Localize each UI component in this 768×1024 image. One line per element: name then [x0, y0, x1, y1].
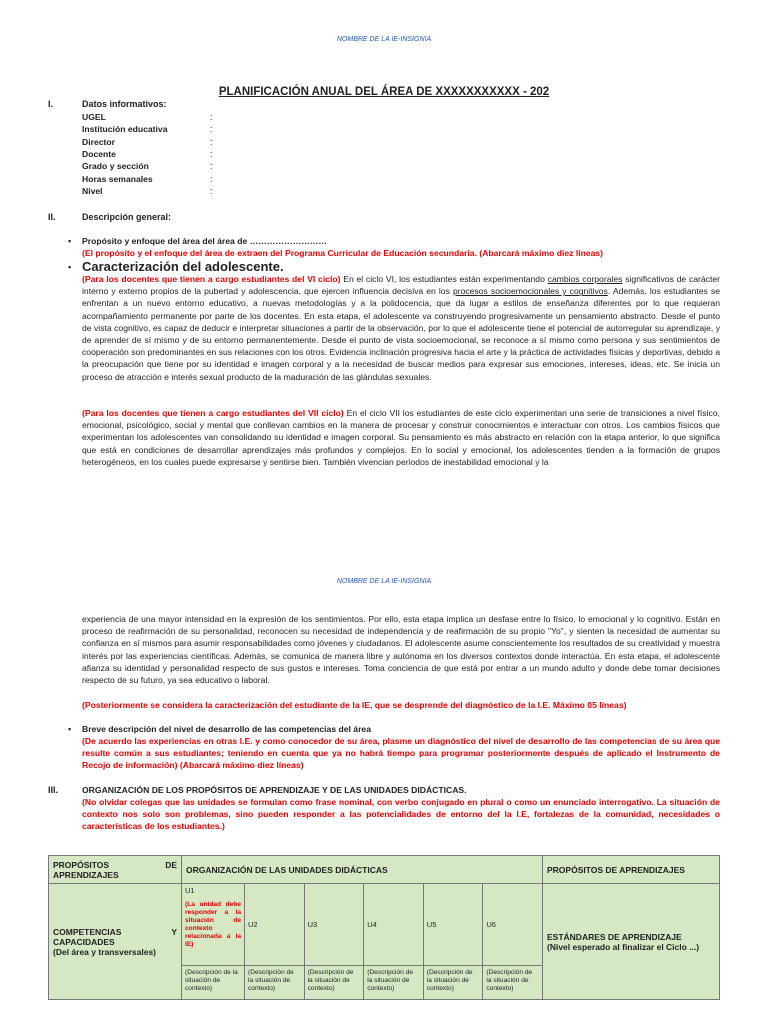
info-field-colon: :: [210, 148, 213, 159]
paragraph-ciclo-vii-continued: experiencia de una mayor intensidad en la expresión de los sentimientos. Por ello, esta etapa implica un desfase entre lo físico, lo emocional y lo cognitivo. Están en proceso de reafirmación de su personalidad, reconocen su necesidad de independencia y de reafirmación de su propio "Yo", y sienten la necesidad de aumentar su confianza en sí mismos para asumir responsabilidades como jóvenes y ciudadanos. El adolescente asume conscientemente los resultados de su creatividad y muestra interés por las experiencias científicas. Además, se comunica de manera libre y autónoma en los diversos contextos donde interactúa. En esta etapa, el adolescente afianza su identidad y personalidad respecto de sus gustos e intereses. Toma conciencia de que está por entrar a un mundo adulto y donde debe tomar decisiones respecto de su futuro, ya sea educativo o laboral.: [82, 614, 720, 686]
text: CAPACIDADES: [53, 936, 115, 947]
ciclo-vii-label: (Para los docentes que tienen a cargo estudiantes del VII ciclo): [82, 408, 344, 418]
cell-u5: U5: [423, 884, 483, 966]
text: PROPÓSITOS: [53, 859, 110, 870]
unit-note: (La unidad debe responder a la situación de contexto relacionada a la IE): [185, 901, 241, 948]
section1-heading: Datos informativos:: [82, 99, 167, 109]
bullet-competencias: Breve descripción del nivel de desarrollo de las competencias del área: [82, 724, 371, 734]
info-field-label: UGEL: [82, 112, 106, 122]
desc-u6: (Descripción de la situación de contexto): [483, 966, 543, 1000]
info-field-label: Institución educativa: [82, 124, 168, 135]
text: DE: [165, 859, 177, 870]
bullet-proposito-note: (El propósito y el enfoque del área de extraen del Programa Curricular de Educación secundaria. (Abarcará máximo diez líneas): [82, 248, 604, 258]
bullet-competencias-note: (De acuerdo las experiencias en otras I.E. y como conocedor de su área, plasme un diagnóstico del nivel de desarrollo de las competencias de su área que resulte común a sus estudiantes; teniendo en cuenta que ya no habrá tiempo para programar posteriormente después de aplicado el Instrumento de Recojo de información) (Abarcará máximo diez líneas): [82, 736, 720, 771]
section3-heading: ORGANIZACIÓN DE LOS PROPÓSITOS DE APRENDIZAJE Y DE LAS UNIDADES DIDÁCTICAS.: [82, 785, 467, 795]
info-field-colon: :: [210, 136, 213, 147]
info-field-label: Nivel: [82, 185, 103, 196]
cell-u1: [182, 884, 245, 966]
text-underlined: procesos socioemocionales y cognitivos: [452, 286, 608, 297]
text: significativos de carácter interno y externo propios de la pubertad y adolescencia, que ejercen influencia decisiva en los: [82, 274, 720, 297]
desc-u1: (Descripción de la situación de contexto): [182, 966, 245, 1000]
info-field-label: Director: [82, 136, 115, 147]
text: ORGANIZACIÓN DE LAS UNIDADES DIDÁCTICAS: [186, 864, 388, 875]
section2-heading: Descripción general:: [82, 212, 172, 222]
bullet-icon: ▪: [68, 236, 72, 246]
text: (Del área y transversales): [53, 946, 157, 957]
cell-u3: U3: [304, 884, 364, 966]
desc-u3: (Descripción de la situación de contexto): [304, 966, 364, 1000]
info-field-label: Horas semanales: [82, 173, 153, 184]
section3-note: (No olvidar colegas que las unidades se formulan como frase nominal, con verbo conjugado en plural o como un enunciado interrogativo. La situación de contexto nos solo son problemas, sino pueden responder a las potencialidades de entorno del la I.E, fortalezas de la comunidad, necesidades o características de los estudiantes.): [82, 797, 720, 832]
text: PROPÓSITOS DE APRENDIZAJES: [547, 864, 685, 875]
page-title: PLANIFICACIÓN ANUAL DEL ÁREA DE XXXXXXXXXXX - 202: [218, 86, 550, 98]
header-organizacion: [182, 856, 543, 884]
cell-u4: U4: [364, 884, 424, 966]
section2-number: II.: [48, 212, 56, 222]
ciclo-vi-label: (Para los docentes que tienen a cargo estudiantes del VI ciclo): [82, 274, 341, 284]
header-propositos: [49, 856, 182, 884]
info-field-colon: :: [210, 112, 213, 122]
cell-competencias: [49, 884, 182, 1000]
text: En el ciclo VII los estudiantes de este ciclo experimentan una serie de transiciones a nivel físico, emocional, psicológico, social y mental que conllevan cambios en la manera de procesar y construir conocimientos e interactuar con otros. Los cambios físicos que experimentan los adolescentes van consolidando su identidad e imagen corporal. Su pensamiento es más abstracto en relación con la etapa anterior, lo que significa que está en condiciones de desarrollar aprendizajes más profundos y complejos. En lo social y emocional, los adolescentes tienden a la formación de grupos heterogéneos, en los cuales puede expresarse y sentirse bien. También vivencian periodos de inestabilidad emocional y la: [82, 408, 720, 467]
section3-number: III.: [48, 785, 59, 795]
bullet-icon: ▪: [68, 262, 72, 272]
info-field-label: Grado y sección: [82, 161, 149, 172]
info-field-colon: :: [210, 173, 213, 184]
text: . Además, los estudiantes se enfrentan a un nuevo entorno educativo, a nuevas metodologías y a la polidocencia, que da lugar a estilos de enseñanza diferentes por lo que requieran acompañamiento permanente por parte de los docentes. En esta etapa, el adolescente va construyendo progresivamente un pensamiento abstracto. Desde el punto de vista cognitivo, es capaz de deducir e interpretar situaciones a partir de la observación, por lo que el adolescente tiene el potencial de autorregular su aprendizaje, y de aprender de sí mismo y de su entorno permanentemente. Desde el punto de vista socioemocional, se reconoce a sí mismo como persona y sus sentimientos de cooperación son predominantes en sus relaciones con los otros. Evidencia inclinación progresiva hacia el arte y la práctica de actividades físicas y deportivas, debido a la preocupación que tiene por su identidad e imagen corporal y a la necesidad de buscar medios para expresar sus emociones, intereses, ideas, etc. Se inicia un proceso de atracción e interés sexual producto de la maduración de las glándulas sexuales.: [82, 286, 720, 382]
header-insignia-2: NOMBRE DE LA IE-INSIGNIA: [336, 578, 432, 585]
info-field-colon: :: [210, 161, 213, 172]
paragraph-ciclo-vi: [82, 273, 720, 383]
note-caracterizacion-ie: (Posteriormente se considera la caracterización del estudiante de la IE, que se desprende del diagnóstico de la I.E. Máximo 05 líneas): [82, 700, 627, 710]
unit-label: U1: [185, 886, 195, 895]
planning-table: [48, 855, 720, 1000]
info-field-colon: :: [210, 124, 213, 135]
cell-estandares: [543, 884, 720, 1000]
bullet-icon: ▪: [68, 724, 72, 734]
info-field-label: Docente: [82, 148, 116, 159]
paragraph-ciclo-vii: [82, 407, 720, 468]
text-underlined: cambios corporales: [547, 274, 623, 284]
text: Y: [171, 926, 177, 937]
desc-u5: (Descripción de la situación de contexto): [423, 966, 483, 1000]
text: COMPETENCIAS: [53, 926, 122, 937]
text: (Nivel esperado al finalizar el Ciclo ...): [547, 941, 700, 952]
cell-u2: U2: [245, 884, 305, 966]
info-field-colon: :: [210, 185, 213, 196]
bullet-caracterizacion: Caracterización del adolescente.: [82, 259, 284, 274]
text: En el ciclo VI, los estudiantes están experimentando: [340, 274, 548, 284]
desc-u2: (Descripción de la situación de contexto): [245, 966, 305, 1000]
bullet-proposito: Propósito y enfoque del área del área de ………………………: [82, 236, 327, 246]
cell-u6: U6: [483, 884, 543, 966]
header-propositos-right: [543, 856, 720, 884]
section1-number: I.: [48, 99, 54, 109]
text: APRENDIZAJES: [53, 869, 119, 880]
text: ESTÁNDARES DE APRENDIZAJE: [547, 931, 682, 942]
header-insignia: NOMBRE DE LA IE-INSIGNIA: [336, 36, 432, 43]
desc-u4: (Descripción de la situación de contexto): [364, 966, 424, 1000]
